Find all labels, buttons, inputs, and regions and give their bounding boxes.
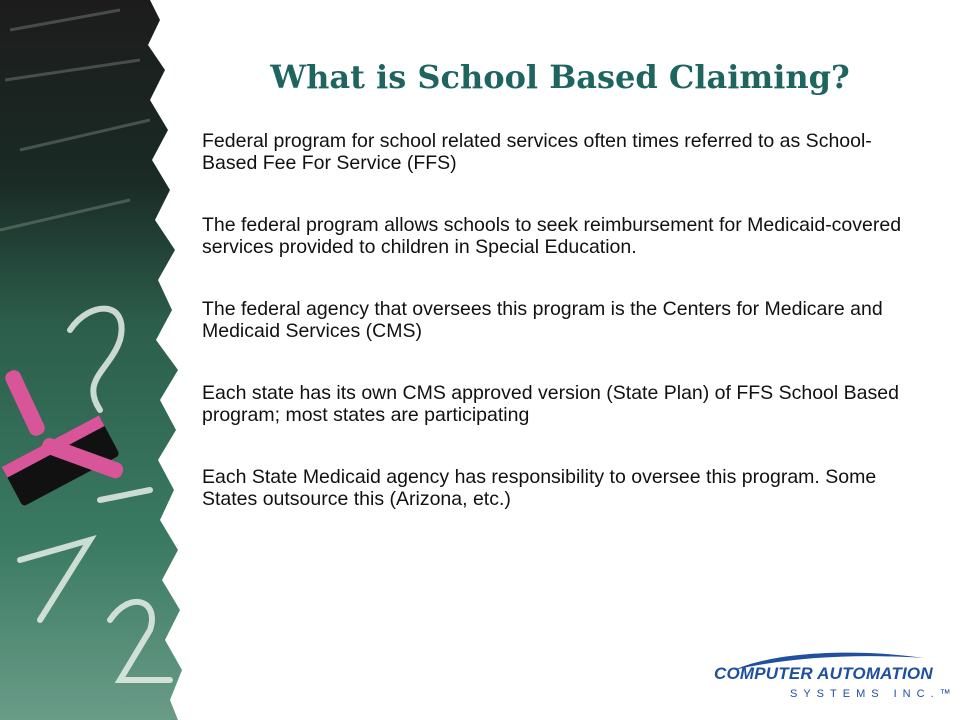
company-logo	[714, 648, 957, 710]
slide-title: What is School Based Claiming?	[270, 58, 850, 96]
bullet-item: The federal agency that oversees this program is the Centers for Medicare and Medicaid Services (CMS)	[202, 298, 883, 342]
logo-company-name: COMPUTER AUTOMATION	[714, 664, 933, 683]
bullet-list	[202, 130, 922, 550]
bullet-item: The federal program allows schools to seek reimbursement for Medicaid-covered services provided to children in Special Education.	[202, 214, 902, 258]
chalkboard-shape	[0, 0, 182, 720]
bullet-item: Federal program for school related services often times referred to as School-Based Fee For Service (FFS)	[202, 130, 872, 174]
chalkboard-decoration	[0, 0, 230, 720]
bullet-item: Each state has its own CMS approved version (State Plan) of FFS School Based program; most states are participating	[202, 382, 899, 426]
logo-subtitle: SYSTEMS INC.™	[790, 688, 957, 700]
bullet-item: Each State Medicaid agency has responsibility to oversee this program. Some States outsource this (Arizona, etc.)	[202, 466, 877, 510]
